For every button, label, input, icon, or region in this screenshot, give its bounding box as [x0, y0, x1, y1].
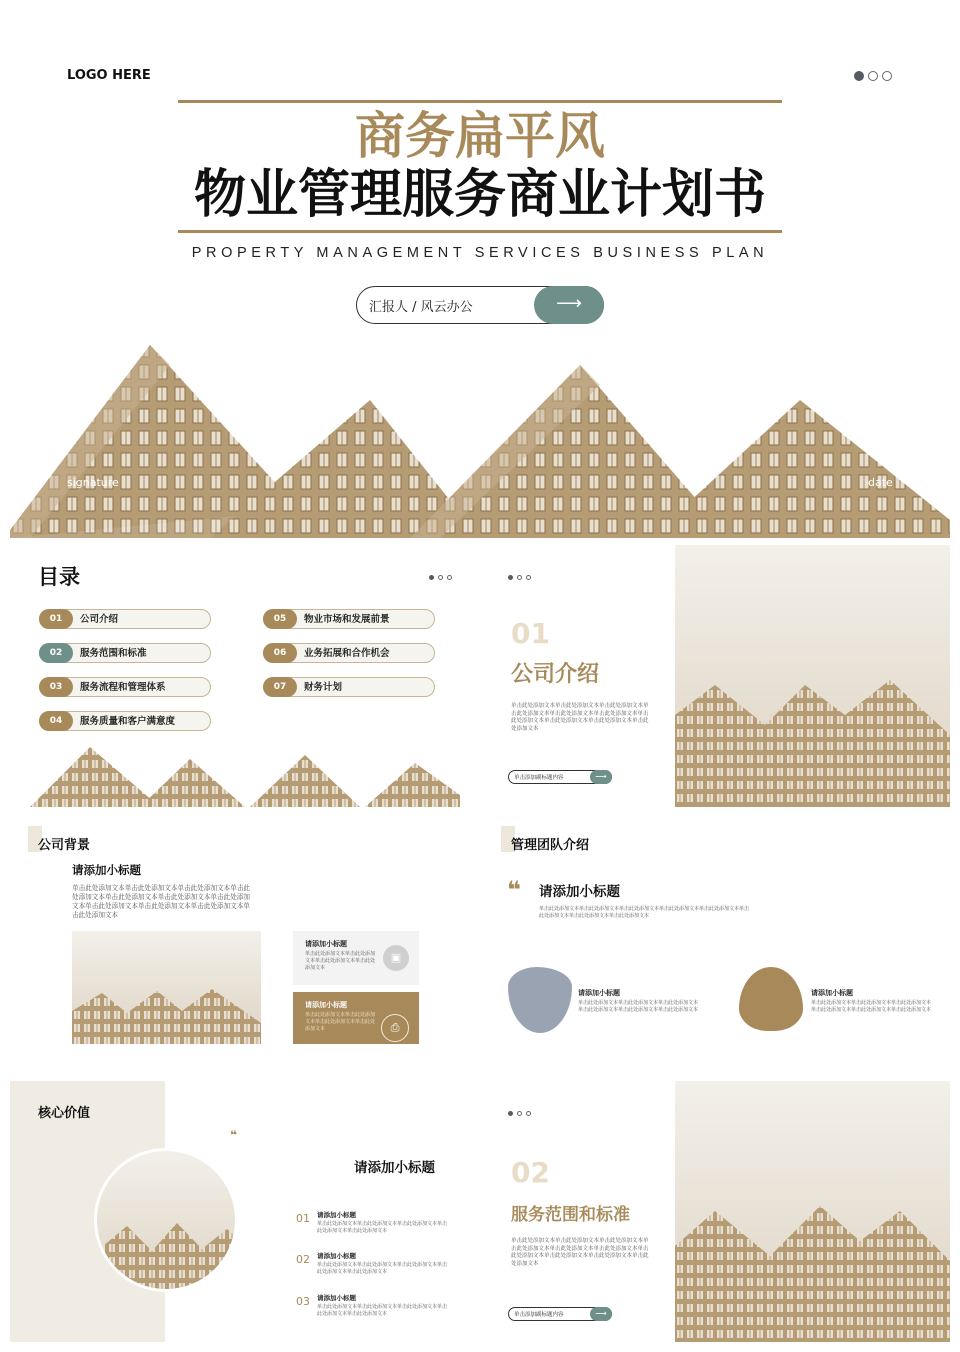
team-item-title: 请添加小标题	[811, 989, 853, 997]
toc-item-4[interactable]: 04 服务质量和客户满意度	[39, 711, 211, 731]
core-item-2: 02 请添加小标题 单击此处添加文本单击此处添加文本单击此处添加文本单击此处添加文本单击此处添加文本	[296, 1252, 448, 1275]
section-body: 单击此处添加文本单击此处添加文本单击此处添加文本单击此处添加文本单击此处添加文本单击此处添加文本单击此处添加文本单击此处添加文本单击此处添加文本单击此处添加文本	[511, 703, 649, 732]
cover-subtitle-en: PROPERTY MANAGEMENT SERVICES BUSINESS PLAN	[191, 245, 769, 261]
toc-title: 目录	[38, 565, 80, 589]
toc-item-7[interactable]: 07 财务计划	[263, 677, 435, 697]
arrow-button[interactable]	[534, 286, 604, 324]
pager-dots[interactable]	[854, 71, 892, 81]
quote-icon: ❝	[230, 1128, 238, 1142]
pager-dots[interactable]	[508, 575, 531, 580]
info-card-1[interactable]: 请添加小标题 单击此处添加文本单击此处添加文本单击此处添加文本单击此处添加文本 ▣	[293, 931, 419, 985]
team-item-title: 请添加小标题	[578, 989, 620, 997]
section2-slide	[483, 1076, 950, 1342]
slide-body: 单击此处添加文本单击此处添加文本单击此处添加文本单击此处添加文本单击此处添加文本单击此处添加文本单击此处添加文本单击此处添加文本单击此处添加文本单击此处添加文本单击此处添加文本	[72, 884, 251, 919]
cover-building-image	[10, 340, 950, 538]
quote-icon: ❝	[507, 876, 522, 904]
pager-dots[interactable]	[508, 1111, 531, 1116]
team-shape-1	[508, 967, 572, 1033]
toc-item-6[interactable]: 06 业务拓展和合作机会	[263, 643, 435, 663]
slide-body: 单击此处添加文本单击此处添加文本单击此处添加文本单击此处添加文本单击此处添加文本单击此处添加文本单击此处添加文本单击此处添加文本	[539, 906, 750, 919]
section-number: 02	[511, 1156, 550, 1189]
cover-title-line2: 物业管理服务商业计划书	[193, 165, 766, 225]
background-slide	[10, 812, 477, 1070]
cover-title-line1: 商务扁平风	[355, 107, 605, 165]
section-body: 单击此处添加文本单击此处添加文本单击此处添加文本单击此处添加文本单击此处添加文本单击此处添加文本单击此处添加文本单击此处添加文本单击此处添加文本单击此处添加文本	[511, 1238, 649, 1267]
core-item-3: 03 请添加小标题 单击此处添加文本单击此处添加文本单击此处添加文本单击此处添加文本单击此处添加文本	[296, 1294, 448, 1317]
pager-dots[interactable]	[429, 575, 452, 580]
core-circle-image	[94, 1148, 238, 1292]
date-text: date	[868, 476, 893, 489]
toc-item-1[interactable]: 01 公司介绍	[39, 609, 211, 629]
section-number: 01	[511, 617, 550, 650]
toc-item-5[interactable]: 05 物业市场和发展前景	[263, 609, 435, 629]
arrow-right-icon: ⟶	[556, 292, 582, 314]
signature-text: signature	[67, 476, 119, 489]
section2-building-image	[675, 1081, 950, 1342]
toc-slide	[10, 545, 477, 807]
subtitle-button[interactable]: 单击添加副标题内容 ⟶	[508, 770, 612, 784]
reporter-text: 汇报人 / 风云办公	[369, 300, 473, 315]
section1-building-image	[675, 545, 950, 807]
top-rule	[178, 100, 782, 103]
info-card-2[interactable]: 请添加小标题 单击此处添加文本单击此处添加文本单击此处添加文本单击此处添加文本 ⎙	[293, 992, 419, 1044]
slide-title: 管理团队介绍	[511, 838, 590, 853]
logo-text: LOGO HERE	[67, 68, 151, 83]
bottom-rule	[178, 230, 782, 233]
image-icon: ▣	[383, 945, 409, 971]
slide-title: 公司背景	[38, 838, 91, 853]
section-title: 服务范围和标准	[511, 1205, 630, 1225]
team-item-body: 单击此处添加文本单击此处添加文本单击此处添加文本单击此处添加文本单击此处添加文本单击此处添加文本	[578, 1000, 699, 1013]
background-building-image	[72, 931, 261, 1044]
section-title: 公司介绍	[511, 662, 600, 687]
subtitle-button[interactable]: 单击添加副标题内容 ⟶	[508, 1307, 612, 1321]
core-slide	[10, 1076, 477, 1342]
section1-slide	[483, 545, 950, 807]
toc-item-3[interactable]: 03 服务流程和管理体系	[39, 677, 211, 697]
slide-subtitle: 请添加小标题	[72, 863, 141, 877]
slide-subtitle: 请添加小标题	[354, 1160, 435, 1176]
toc-building-image	[30, 745, 460, 807]
arrow-right-icon: ⟶	[590, 1307, 612, 1321]
team-item-body: 单击此处添加文本单击此处添加文本单击此处添加文本单击此处添加文本单击此处添加文本单击此处添加文本	[811, 1000, 932, 1013]
team-slide	[483, 812, 950, 1070]
cover-slide	[0, 0, 960, 540]
team-shape-2	[739, 967, 803, 1031]
slide-subtitle: 请添加小标题	[539, 884, 620, 900]
printer-icon: ⎙	[381, 1014, 409, 1042]
arrow-right-icon: ⟶	[590, 770, 612, 784]
core-item-1: 01 请添加小标题 单击此处添加文本单击此处添加文本单击此处添加文本单击此处添加文本单击此处添加文本	[296, 1211, 448, 1234]
reporter-pill[interactable]	[356, 286, 604, 324]
slide-title: 核心价值	[38, 1106, 91, 1121]
toc-item-2[interactable]: 02 服务范围和标准	[39, 643, 211, 663]
